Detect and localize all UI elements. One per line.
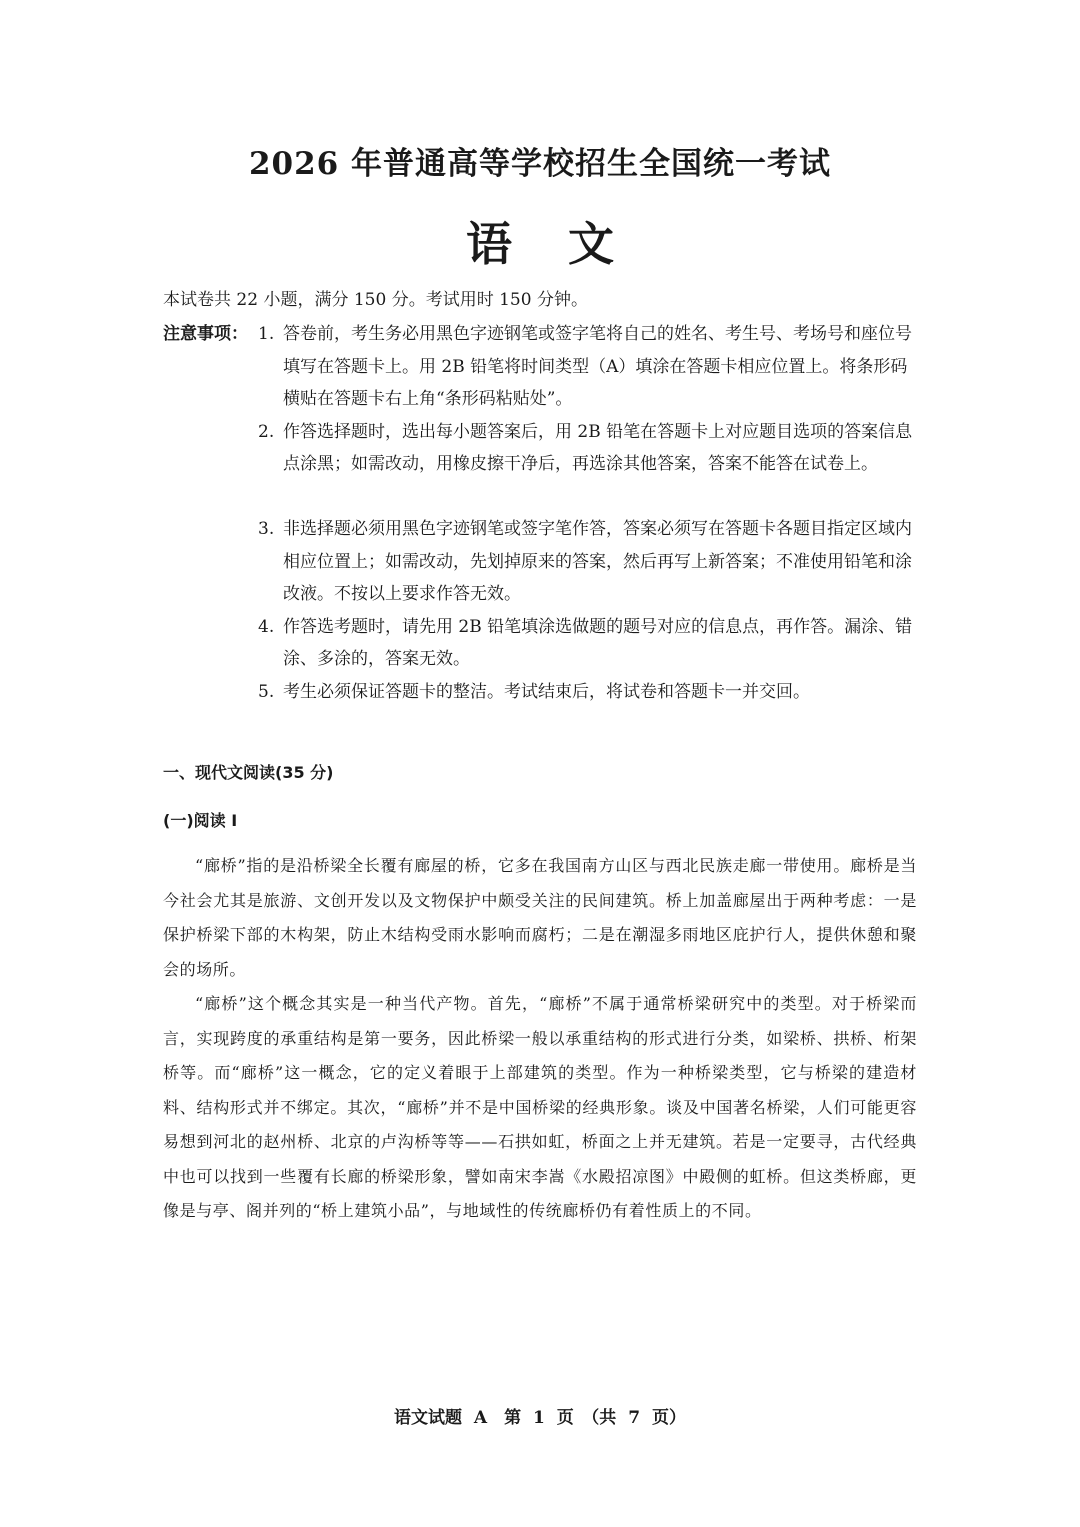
note-item-2 — [258, 416, 923, 481]
reading-passage — [163, 849, 917, 1229]
note-number: 1. — [258, 324, 275, 344]
note-number: 5. — [258, 681, 275, 702]
note-text: 非选择题必须用黑色字迹钢笔或签字笔作答，答案必须写在答题卡各题目指定区域内相应位置上；如需改动，先划掉原来的答案，然后再写上新答案；不准使用铅笔和涂改液。不按以上要求作答无效。 — [283, 519, 912, 604]
exam-title: 2026 年普通高等学校招生全国统一考试 — [248, 146, 832, 182]
exam-summary: 本试卷共 22 小题，满分 150 分。考试用时 150 分钟。 — [163, 290, 588, 310]
notes-label: 注意事项： — [163, 324, 248, 344]
note-text: 考生必须保证答题卡的整洁。考试结束后，将试卷和答题卡一并交回。 — [283, 681, 810, 702]
note-text: 作答选择题时，选出每小题答案后，用 2B 铅笔在答题卡上对应题目选项的答案信息点涂黑；如需改动，用橡皮擦干净后，再选涂其他答案，答案不能答在试卷上。 — [283, 421, 913, 474]
passage-paragraph-1: “廊桥”指的是沿桥梁全长覆有廊屋的桥，它多在我国南方山区与西北民族走廊一带使用。廊桥是当今社会尤其是旅游、文创开发以及文物保护中颇受关注的民间建筑。桥上加盖廊屋出于两种考虑：一是保护桥梁下部的木构架，防止木结构受雨水影响而腐朽；二是在潮湿多雨地区庇护行人，提供休憩和聚会的场所。 — [163, 856, 917, 979]
subject-title: 语文 — [466, 217, 670, 271]
note-text: 答卷前，考生务必用黑色字迹钢笔或签字笔将自己的姓名、考生号、考场号和座位号填写在答题卡上。用 2B 铅笔将时间类型（A）填涂在答题卡相应位置上。将条形码横贴在答题卡右上角“条形码粘贴处”。 — [283, 324, 912, 409]
note-number: 2. — [258, 421, 275, 442]
passage-paragraph-2: “廊桥”这个概念其实是一种当代产物。首先，“廊桥”不属于通常桥梁研究中的类型。对于桥梁而言，实现跨度的承重结构是第一要务，因此桥梁一般以承重结构的形式进行分类，如梁桥、拱桥、桁架桥等。而“廊桥”这一概念，它的定义着眼于上部建筑的类型。作为一种桥梁类型，它与桥梁的建造材料、结构形式并不绑定。其次，“廊桥”并不是中国桥梁的经典形象。谈及中国著名桥梁，人们可能更容易想到河北的赵州桥、北京的卢沟桥等等——石拱如虹，桥面之上并无建筑。若是一定要寻，古代经典中也可以找到一些覆有长廊的桥梁形象，譬如南宋李嵩《水殿招凉图》中殿侧的虹桥。但这类桥廊，更像是与亭、阁并列的“桥上建筑小品”，与地域性的传统廊桥仍有着性质上的不同。 — [163, 994, 917, 1220]
note-number: 4. — [258, 616, 275, 637]
note-item-4 — [258, 611, 923, 676]
section-subtitle: (一)阅读 I — [163, 811, 238, 830]
section-title: 一、现代文阅读(35 分) — [163, 763, 334, 782]
page-footer: 语文试题 A 第 1 页 （共 7 页） — [394, 1408, 686, 1428]
note-number: 3. — [258, 519, 275, 539]
note-item-3 — [258, 513, 923, 611]
note-item-1 — [258, 318, 923, 416]
note-text: 作答选考题时，请先用 2B 铅笔填涂选做题的题号对应的信息点，再作答。漏涂、错涂、多涂的，答案无效。 — [283, 616, 913, 669]
note-item-5 — [258, 676, 923, 709]
